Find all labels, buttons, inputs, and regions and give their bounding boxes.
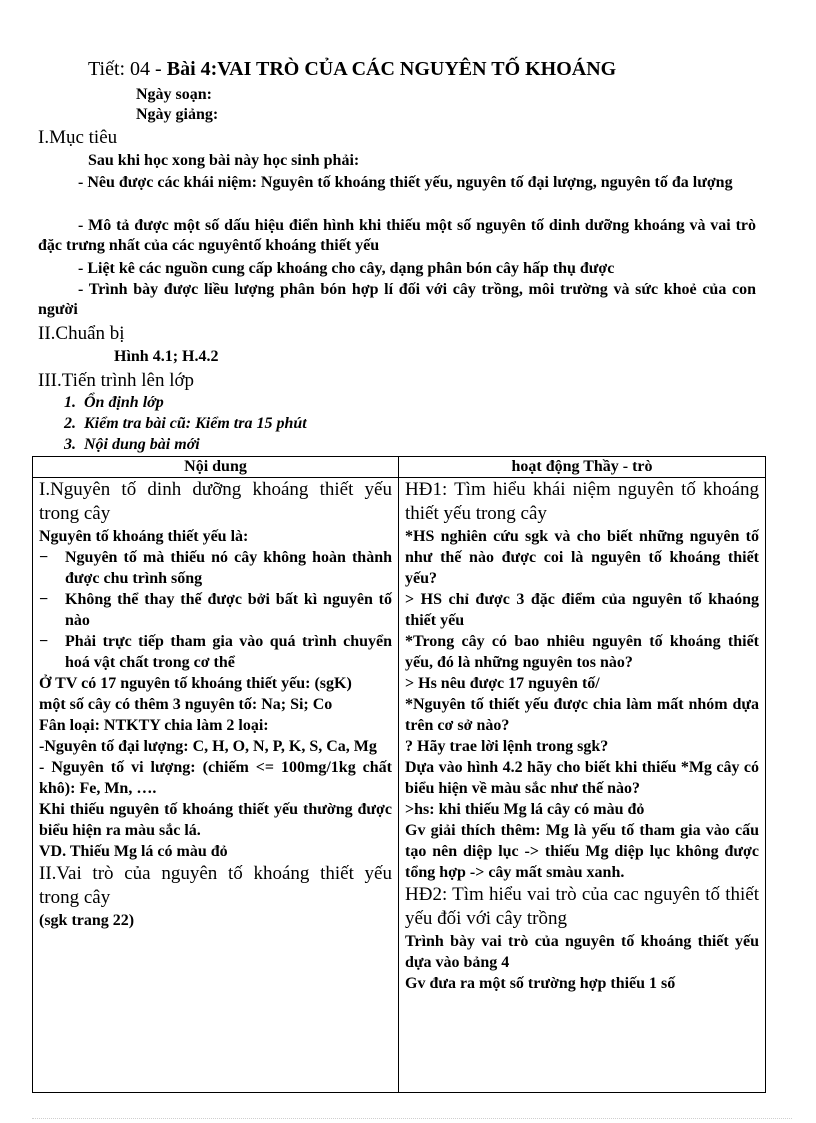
col-header-hoat-dong: hoạt động Thầy - trò: [399, 457, 766, 478]
right-p9: Gv giải thích thêm: Mg là yếu tố tham gia vào cấu tạo nên diệp lục -> thiếu Mg diệp lục không được tổng hợp -> cây mất smàu xanh.: [405, 822, 759, 881]
step-1: 1. Ổn định lớp: [64, 394, 164, 411]
right-p8: >hs: khi thiếu Mg lá cây có màu đỏ: [405, 801, 645, 818]
left-p3: một số cây có thêm 3 nguyên tố: Na; Si; Co: [39, 696, 333, 713]
lesson-name: Bài 4:VAI TRÒ CỦA CÁC NGUYÊN TỐ KHOÁNG: [166, 58, 617, 80]
lesson-number: Tiết: 04 -: [88, 58, 167, 80]
section-muc-tieu: I.Mục tiêu: [38, 127, 118, 148]
left-p1: Nguyên tố khoáng thiết yếu là:: [39, 528, 249, 545]
left-p8: VD. Thiếu Mg lá có màu đỏ: [39, 843, 228, 860]
chuan-bi-content: Hình 4.1; H.4.2: [114, 348, 219, 365]
left-p4: Fân loại: NTKTY chia làm 2 loại:: [39, 717, 269, 734]
left-p9: (sgk trang 22): [39, 912, 135, 929]
lesson-table: [32, 456, 766, 1093]
lesson-title: [88, 58, 616, 81]
section-chuan-bi: II.Chuẩn bị: [38, 323, 125, 344]
right-p5: *Nguyên tố thiết yếu được chia làm mất nhóm dựa trên cơ sở nào?: [405, 696, 759, 734]
muc-tieu-item-2: - Mô tả được một số dấu hiệu điển hình khi thiếu một số nguyên tố dinh dưỡng khoáng và vai trò đặc trưng nhất của các nguyêntố khoáng thiết yếu: [38, 217, 756, 254]
left-p2: Ở TV có 17 nguyên tố khoáng thiết yếu: (sgK): [39, 675, 352, 692]
right-p10: Trình bày vai trò của nguyên tố khoáng thiết yếu dựa vào bảng 4: [405, 933, 759, 971]
page-bottom-border: [32, 1118, 792, 1119]
left-heading-1: I.Nguyên tố dinh dưỡng khoáng thiết yếu trong cây: [39, 479, 392, 524]
right-heading-1: HĐ1: Tìm hiểu khái niệm nguyên tố khoáng thiết yếu trong cây: [405, 479, 759, 524]
step-3: 3. Nội dung bài mới: [64, 436, 200, 453]
left-bullet-2: − Không thể thay thế được bởi bất kì nguyên tố nào: [39, 591, 392, 629]
muc-tieu-item-3: - Liệt kê các nguồn cung cấp khoáng cho cây, dạng phân bón cây hấp thụ được: [78, 260, 615, 277]
right-p2: > HS chỉ được 3 đặc điểm của nguyên tố khaóng thiết yếu: [405, 591, 759, 629]
section-tien-trinh: III.Tiến trình lên lớp: [38, 370, 195, 391]
right-p3: *Trong cây có bao nhiêu nguyên tố khoáng thiết yếu, đó là những nguyên tos nào?: [405, 633, 759, 671]
left-p7: Khi thiếu nguyên tố khoáng thiết yếu thường được biểu hiện ra màu sắc lá.: [39, 801, 392, 839]
col-header-noi-dung: Nội dung: [33, 457, 399, 478]
right-heading-2: HĐ2: Tìm hiểu vai trò của cac nguyên tố thiết yếu đối với cây trồng: [405, 884, 759, 929]
right-p6: ? Hãy trae lời lệnh trong sgk?: [405, 738, 609, 755]
left-bullet-1: − Nguyên tố mà thiếu nó cây không hoàn thành được chu trình sống: [39, 549, 392, 587]
muc-tieu-item-1: - Nêu được các khái niệm: Nguyên tố khoáng thiết yếu, nguyên tố đại lượng, nguyên tố đa lượng: [78, 174, 733, 191]
left-heading-2: II.Vai trò của nguyên tố khoáng thiết yếu trong cây: [39, 863, 392, 908]
step-2: 2. Kiểm tra bài cũ: Kiểm tra 15 phút: [64, 415, 307, 432]
right-p7: Dựa vào hình 4.2 hãy cho biết khi thiếu *Mg cây có biểu hiện về màu sắc như thế nào?: [405, 759, 759, 797]
ngay-soan: Ngày soạn:: [136, 86, 213, 103]
right-p11: Gv đưa ra một số trường hợp thiếu 1 số: [405, 975, 676, 992]
left-p5: -Nguyên tố đại lượng: C, H, O, N, P, K, S, Ca, Mg: [39, 738, 377, 755]
content-cell: [33, 478, 399, 1093]
activity-cell: [399, 478, 766, 1093]
muc-tieu-intro: Sau khi học xong bài này học sinh phải:: [88, 152, 360, 169]
ngay-giang: Ngày giảng:: [136, 106, 219, 123]
right-p4: > Hs nêu được 17 nguyên tố/: [405, 675, 600, 692]
left-bullet-3: − Phải trực tiếp tham gia vào quá trình chuyển hoá vật chất trong cơ thể: [39, 633, 392, 671]
left-p6: - Nguyên tố vi lượng: (chiếm <= 100mg/1kg chất khô): Fe, Mn, ….: [39, 759, 392, 797]
muc-tieu-item-4: - Trình bày được liều lượng phân bón hợp lí đối với cây trồng, môi trường và sức khoẻ của con người: [38, 281, 756, 318]
right-p1: *HS nghiên cứu sgk và cho biết những nguyên tố như thế nào được coi là nguyên tố khoáng thiết yếu?: [405, 528, 759, 587]
